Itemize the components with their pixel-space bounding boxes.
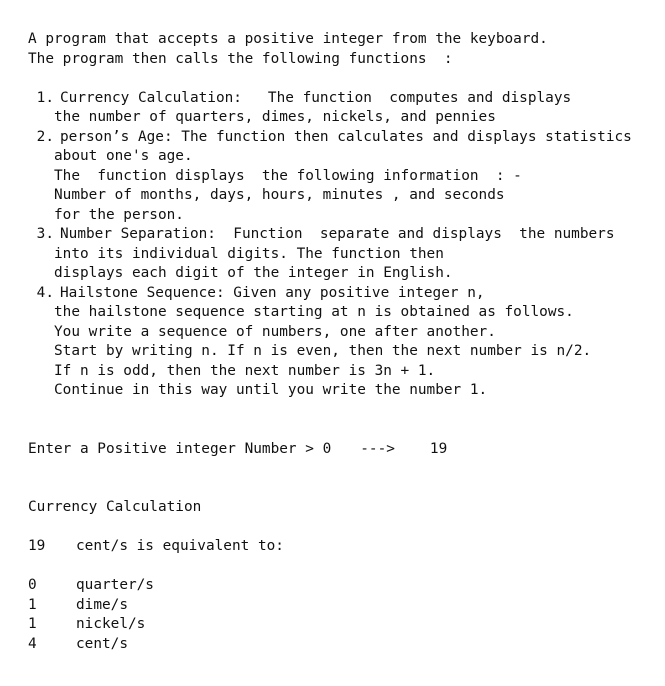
function-list-item-4 [28, 284, 658, 401]
coin-unit: nickel/s [76, 616, 146, 632]
list-item-text: the hailstone sequence starting at n is obtained as follows. [54, 304, 574, 320]
currency-equivalent-text: cent/s is equivalent to: [76, 538, 284, 554]
list-item-text: Number of months, days, hours, minutes , and seconds [54, 187, 505, 203]
function-list-item-2 [28, 128, 658, 226]
spacer [28, 69, 658, 89]
list-number: 2. [36, 128, 54, 145]
coin-count: 4 [28, 635, 37, 652]
currency-summary [28, 537, 658, 557]
list-item-text: Start by writing n. If n is even, then the next number is n/2. [54, 343, 592, 359]
spacer [28, 557, 658, 577]
currency-result-row [28, 615, 658, 635]
spacer [28, 479, 658, 499]
intro-line-2: The program then calls the following functions : [28, 50, 453, 67]
coin-unit: quarter/s [76, 577, 154, 593]
list-number: 4. [36, 284, 54, 301]
intro-line-1: A program that accepts a positive integer from the keyboard. [28, 31, 548, 47]
list-item-text: into its individual digits. The function then [54, 245, 444, 262]
list-item-text: displays each digit of the integer in English. [54, 265, 453, 281]
coin-count: 0 [28, 577, 37, 593]
list-item-text: person’s Age: The function then calculates and displays statistics [60, 128, 632, 145]
prompt-arrow: ---> [360, 440, 395, 457]
console-output [28, 30, 658, 654]
list-item-text: Continue in this way until you write the number 1. [54, 382, 488, 398]
list-item-text: Currency Calculation: The function computes and displays [60, 89, 572, 106]
coin-count: 1 [28, 596, 37, 613]
currency-amount: 19 [28, 538, 46, 554]
list-item-text: You write a sequence of numbers, one after another. [54, 323, 496, 340]
prompt-label: Enter a Positive integer Number > 0 [28, 440, 332, 457]
function-list-item-3 [28, 225, 658, 284]
input-prompt [28, 440, 658, 460]
coin-unit: dime/s [76, 596, 128, 613]
list-item-text: Hailstone Sequence: Given any positive integer n, [60, 284, 485, 301]
list-number: 3. [36, 226, 54, 242]
currency-result-row [28, 576, 658, 596]
prompt-input-value[interactable]: 19 [429, 440, 448, 457]
list-item-text: If n is odd, then the next number is 3n + 1. [54, 362, 436, 379]
list-item-text: the number of quarters, dimes, nickels, and pennies [54, 109, 496, 125]
spacer [28, 420, 658, 440]
function-list-item-1 [28, 89, 658, 128]
list-item-text: The function displays the following information : - [54, 167, 522, 184]
spacer [28, 401, 658, 421]
currency-result-row [28, 596, 658, 616]
list-item-text: Number Separation: Function separate and displays the numbers [60, 226, 615, 242]
currency-results [28, 576, 658, 654]
coin-count: 1 [28, 616, 37, 632]
currency-heading: Currency Calculation [28, 499, 202, 515]
coin-unit: cent/s [76, 635, 128, 652]
spacer [28, 459, 658, 479]
list-item-text: about one's age. [54, 148, 193, 164]
currency-result-row [28, 635, 658, 655]
spacer [28, 518, 658, 538]
list-number: 1. [36, 89, 54, 106]
list-item-text: for the person. [54, 206, 184, 223]
